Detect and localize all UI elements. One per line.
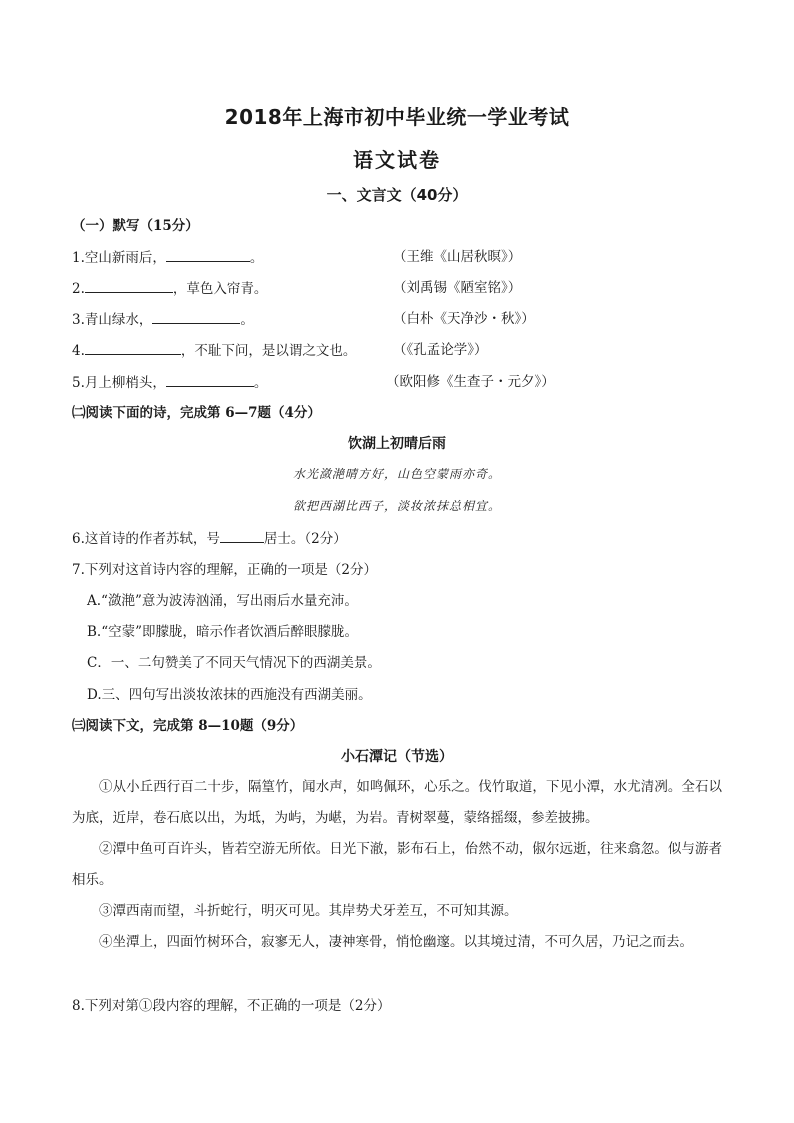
answer-blank [85,340,181,355]
question-text: 月上柳梢头， [84,375,166,391]
question-1 [72,247,263,268]
option-c: C．一、二句赞美了不同天气情况下的西湖美景。 [87,655,381,671]
question-5 [72,372,267,393]
question-number: 3. [72,312,85,328]
question-5-source: （欧阳修《生查子・元夕》） [386,374,555,390]
answer-blank [152,309,240,324]
answer-blank [166,372,254,387]
option-d: D.三、四句写出淡妆浓抹的西施没有西湖美丽。 [87,687,372,703]
part2-heading: ㈡阅读下面的诗，完成第 6—7题（4分） [72,405,321,421]
question-text: 。 [253,375,268,391]
poem-line-1: 水光潋滟晴方好，山色空蒙雨亦奇。 [292,467,501,481]
question-3 [72,309,254,330]
poem-title: 饮湖上初晴后雨 [348,436,446,452]
question-text: ，不耻下问，是以谓之文也。 [180,343,357,359]
question-number: 2. [72,281,85,297]
question-7: 7.下列对这首诗内容的理解，正确的一项是（2分） [72,562,377,578]
question-text: 。 [240,312,254,328]
passage-paragraph-1: ①从小丘西行百二十步，隔篁竹，闻水声，如鸣佩环，心乐之。伐竹取道，下见小潭，水尤清冽。全石以为底，近岸，卷石底以出，为坻，为屿，为嵁，为岩。青树翠蔓，蒙络摇缀，参差披拂。 [72,779,722,826]
question-text: 居士。（2分） [263,531,347,547]
question-number: 4. [72,343,85,359]
answer-blank [220,528,264,543]
exam-subtitle: 语文试卷 [353,148,441,172]
poem-line-2: 欲把西湖比西子，淡妆浓抹总相宜。 [292,499,501,513]
section-heading: 一、文言文（40分） [326,186,468,204]
question-text: ，草色入帘青。 [172,281,268,297]
question-text: 。 [249,250,264,266]
question-4 [72,340,356,361]
question-3-source: （白朴《天净沙・秋》） [393,311,535,327]
answer-blank [85,278,173,293]
part3-heading: ㈢阅读下文，完成第 8—10题（9分） [72,718,304,734]
question-text: 空山新雨后， [84,250,166,266]
passage-title: 小石潭记（节选） [341,749,453,765]
question-text: 6.这首诗的作者苏轼，号 [72,531,220,547]
option-b: B.“空蒙”即朦胧，暗示作者饮酒后醉眼朦胧。 [87,624,359,640]
question-number: 5. [72,375,85,391]
question-2 [72,278,267,299]
question-6 [72,528,347,549]
exam-title: 2018年上海市初中毕业统一学业考试 [224,105,570,129]
passage-paragraph-2: ②潭中鱼可百许头，皆若空游无所依。日光下澈，影布石上，佁然不动，俶尔远逝，往来翕忽。似与游者相乐。 [72,841,722,888]
answer-blank [166,247,250,262]
question-8: 8.下列对第①段内容的理解，不正确的一项是（2分） [72,998,391,1014]
question-1-source: （王维《山居秋暝》） [393,249,522,265]
question-text: 青山绿水， [84,312,153,328]
option-a: A.“潋滟”意为波涛汹涌，写出雨后水量充沛。 [87,593,358,609]
question-number: 1. [72,250,85,266]
question-2-source: （刘禹锡《陋室铭》） [393,280,522,296]
passage-paragraph-3: ③潭西南而望，斗折蛇行，明灭可见。其岸势犬牙差互，不可知其源。 [99,903,518,919]
passage-paragraph-4: ④坐潭上，四面竹树环合，寂寥无人，凄神寒骨，悄怆幽邃。以其境过清，不可久居，乃记之而去。 [99,934,693,950]
question-4-source: （《孔孟论学》） [393,342,488,358]
part1-heading: （一）默写（15分） [72,218,199,234]
